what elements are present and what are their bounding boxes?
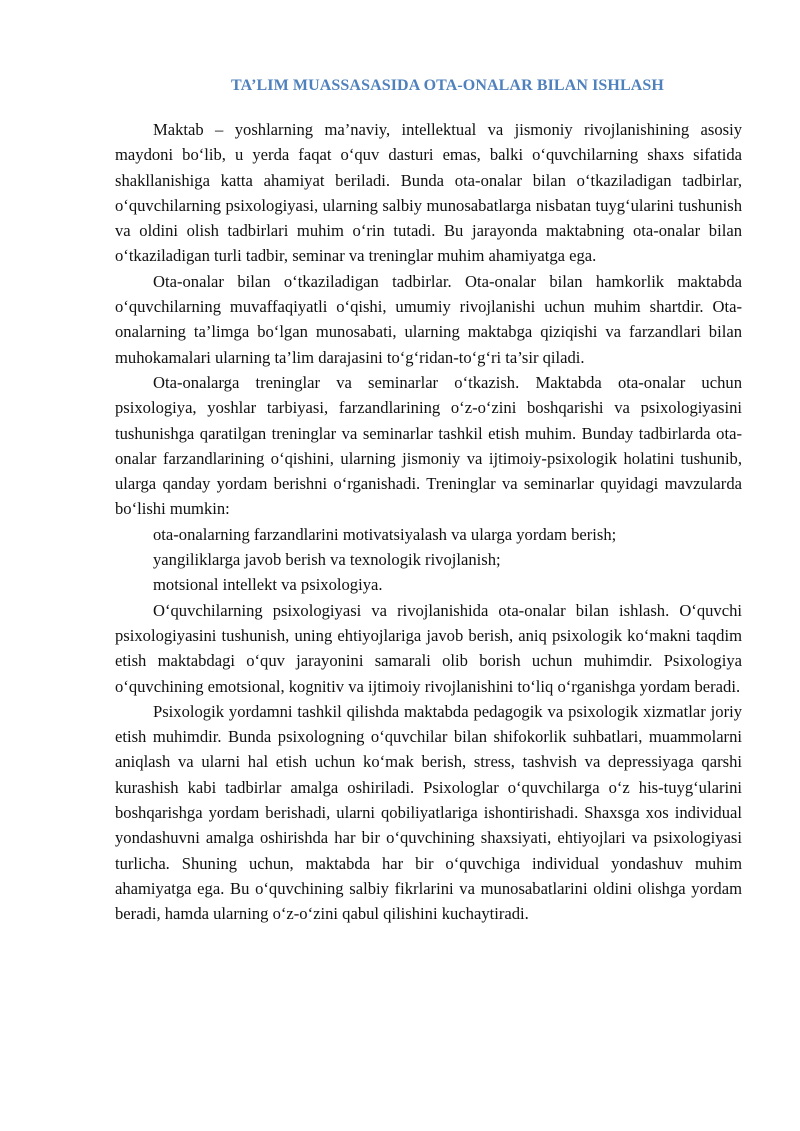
list-item: ota-onalarning farzandlarini motivatsiyalash va ularga yordam berish; [153, 524, 617, 544]
paragraph-psychological-support: Psixologik yordamni tashkil qilishda maktabda pedagogik va psixologik xizmatlar joriy etish muhimdir. Bunda psixologning o‘quvchilar bilan shifokorlik suhbatlari, muammolarni aniqlash va ularni hal etish uchun ko‘mak berish, stress, tashvish va depressiyaga qarshi kurashish kabi tadbirlar amalga oshiriladi. Psixologlar o‘quvchilarga o‘z his-tuyg‘ularini boshqarishga yordam berishadi, ularni qobiliyatlariga ishontirishadi. Shaxsga xos individual yondashuvni amalga oshirishda har bir o‘quvchining shaxsiyati, ehtiyojlari va psixologiyasi turlicha. Shuning uchun, maktabda har bir o‘quvchiga individual yondashuv muhim ahamiyatga ega. Bu o‘quvchining salbiy fikrlarini va munosabatlarini oldini olishga yordam beradi, hamda ularning o‘z-o‘zini qabul qilishini kuchaytiradi. [115, 701, 742, 924]
list-item: motsional intellekt va psixologiya. [153, 575, 383, 595]
paragraph-parent-events: Ota-onalar bilan o‘tkaziladigan tadbirlar. Ota-onalar bilan hamkorlik maktabda o‘quvchilarning muvaffaqiyatli o‘qishi, umumiy rivojlanishi uchun muhim shartdir. Ota-onalarning ta’limga bo‘lgan munosabati, ularning maktabga qiziqishi va farzandlari bilan muhokamalari ularning ta’lim darajasini to‘g‘ridan-to‘g‘ri ta’sir qiladi. [115, 271, 742, 367]
paragraph-trainings: Ota-onalarga treninglar va seminarlar o‘tkazish. Maktabda ota-onalar uchun psixologiya, yoshlar tarbiyasi, farzandlarining o‘z-o‘zini boshqarishi va psixologiyasini tushunishga qaratilgan treninglar va seminarlar tashkil etish muhim. Bunday tadbirlarda ota-onalar farzandlarining o‘qishini, ularning jismoniy va ijtimoiy-psixologik holatini tushunib, ularga qanday yordam berishni o‘rganishadi. Treninglar va seminarlar quyidagi mavzularda bo‘lishi mumkin: [115, 372, 742, 519]
document-title: TA’LIM MUASSASASIDA OTA-ONALAR BILAN ISHLASH [231, 77, 664, 94]
paragraph-intro: Maktab – yoshlarning ma’naviy, intellektual va jismoniy rivojlanishining asosiy maydoni bo‘lib, u yerda faqat o‘quv dasturi emas, balki o‘quvchilarning shaxs sifatida shakllanishiga katta ahamiyat beriladi. Bunda ota-onalar bilan o‘tkaziladigan tadbirlar, o‘quvchilarning psixologiyasi, ularning salbiy munosabatlarga nisbatan tuyg‘ularini tushunish va oldini olish tadbirlari muhim o‘rin tutadi. Bu jarayonda maktabning ota-onalar bilan o‘tkaziladigan turli tadbir, seminar va treninglar muhim ahamiyatga ega. [115, 120, 742, 266]
list-item: yangiliklarga javob berish va texnologik rivojlanish; [153, 550, 501, 570]
document-page [115, 74, 742, 927]
topics-list [115, 522, 742, 598]
paragraph-student-psychology: O‘quvchilarning psixologiyasi va rivojlanishida ota-onalar bilan ishlash. O‘quvchi psixologiyasini tushunish, uning ehtiyojlariga javob berish, aniq psixologik ko‘makni taqdim etish maktabdagi o‘quv jarayonini samarali olib borish uchun muhimdir. Psixologiya o‘quvchining emotsional, kognitiv va ijtimoiy rivojlanishini to‘liq o‘rganishga yordam beradi. [115, 600, 742, 696]
